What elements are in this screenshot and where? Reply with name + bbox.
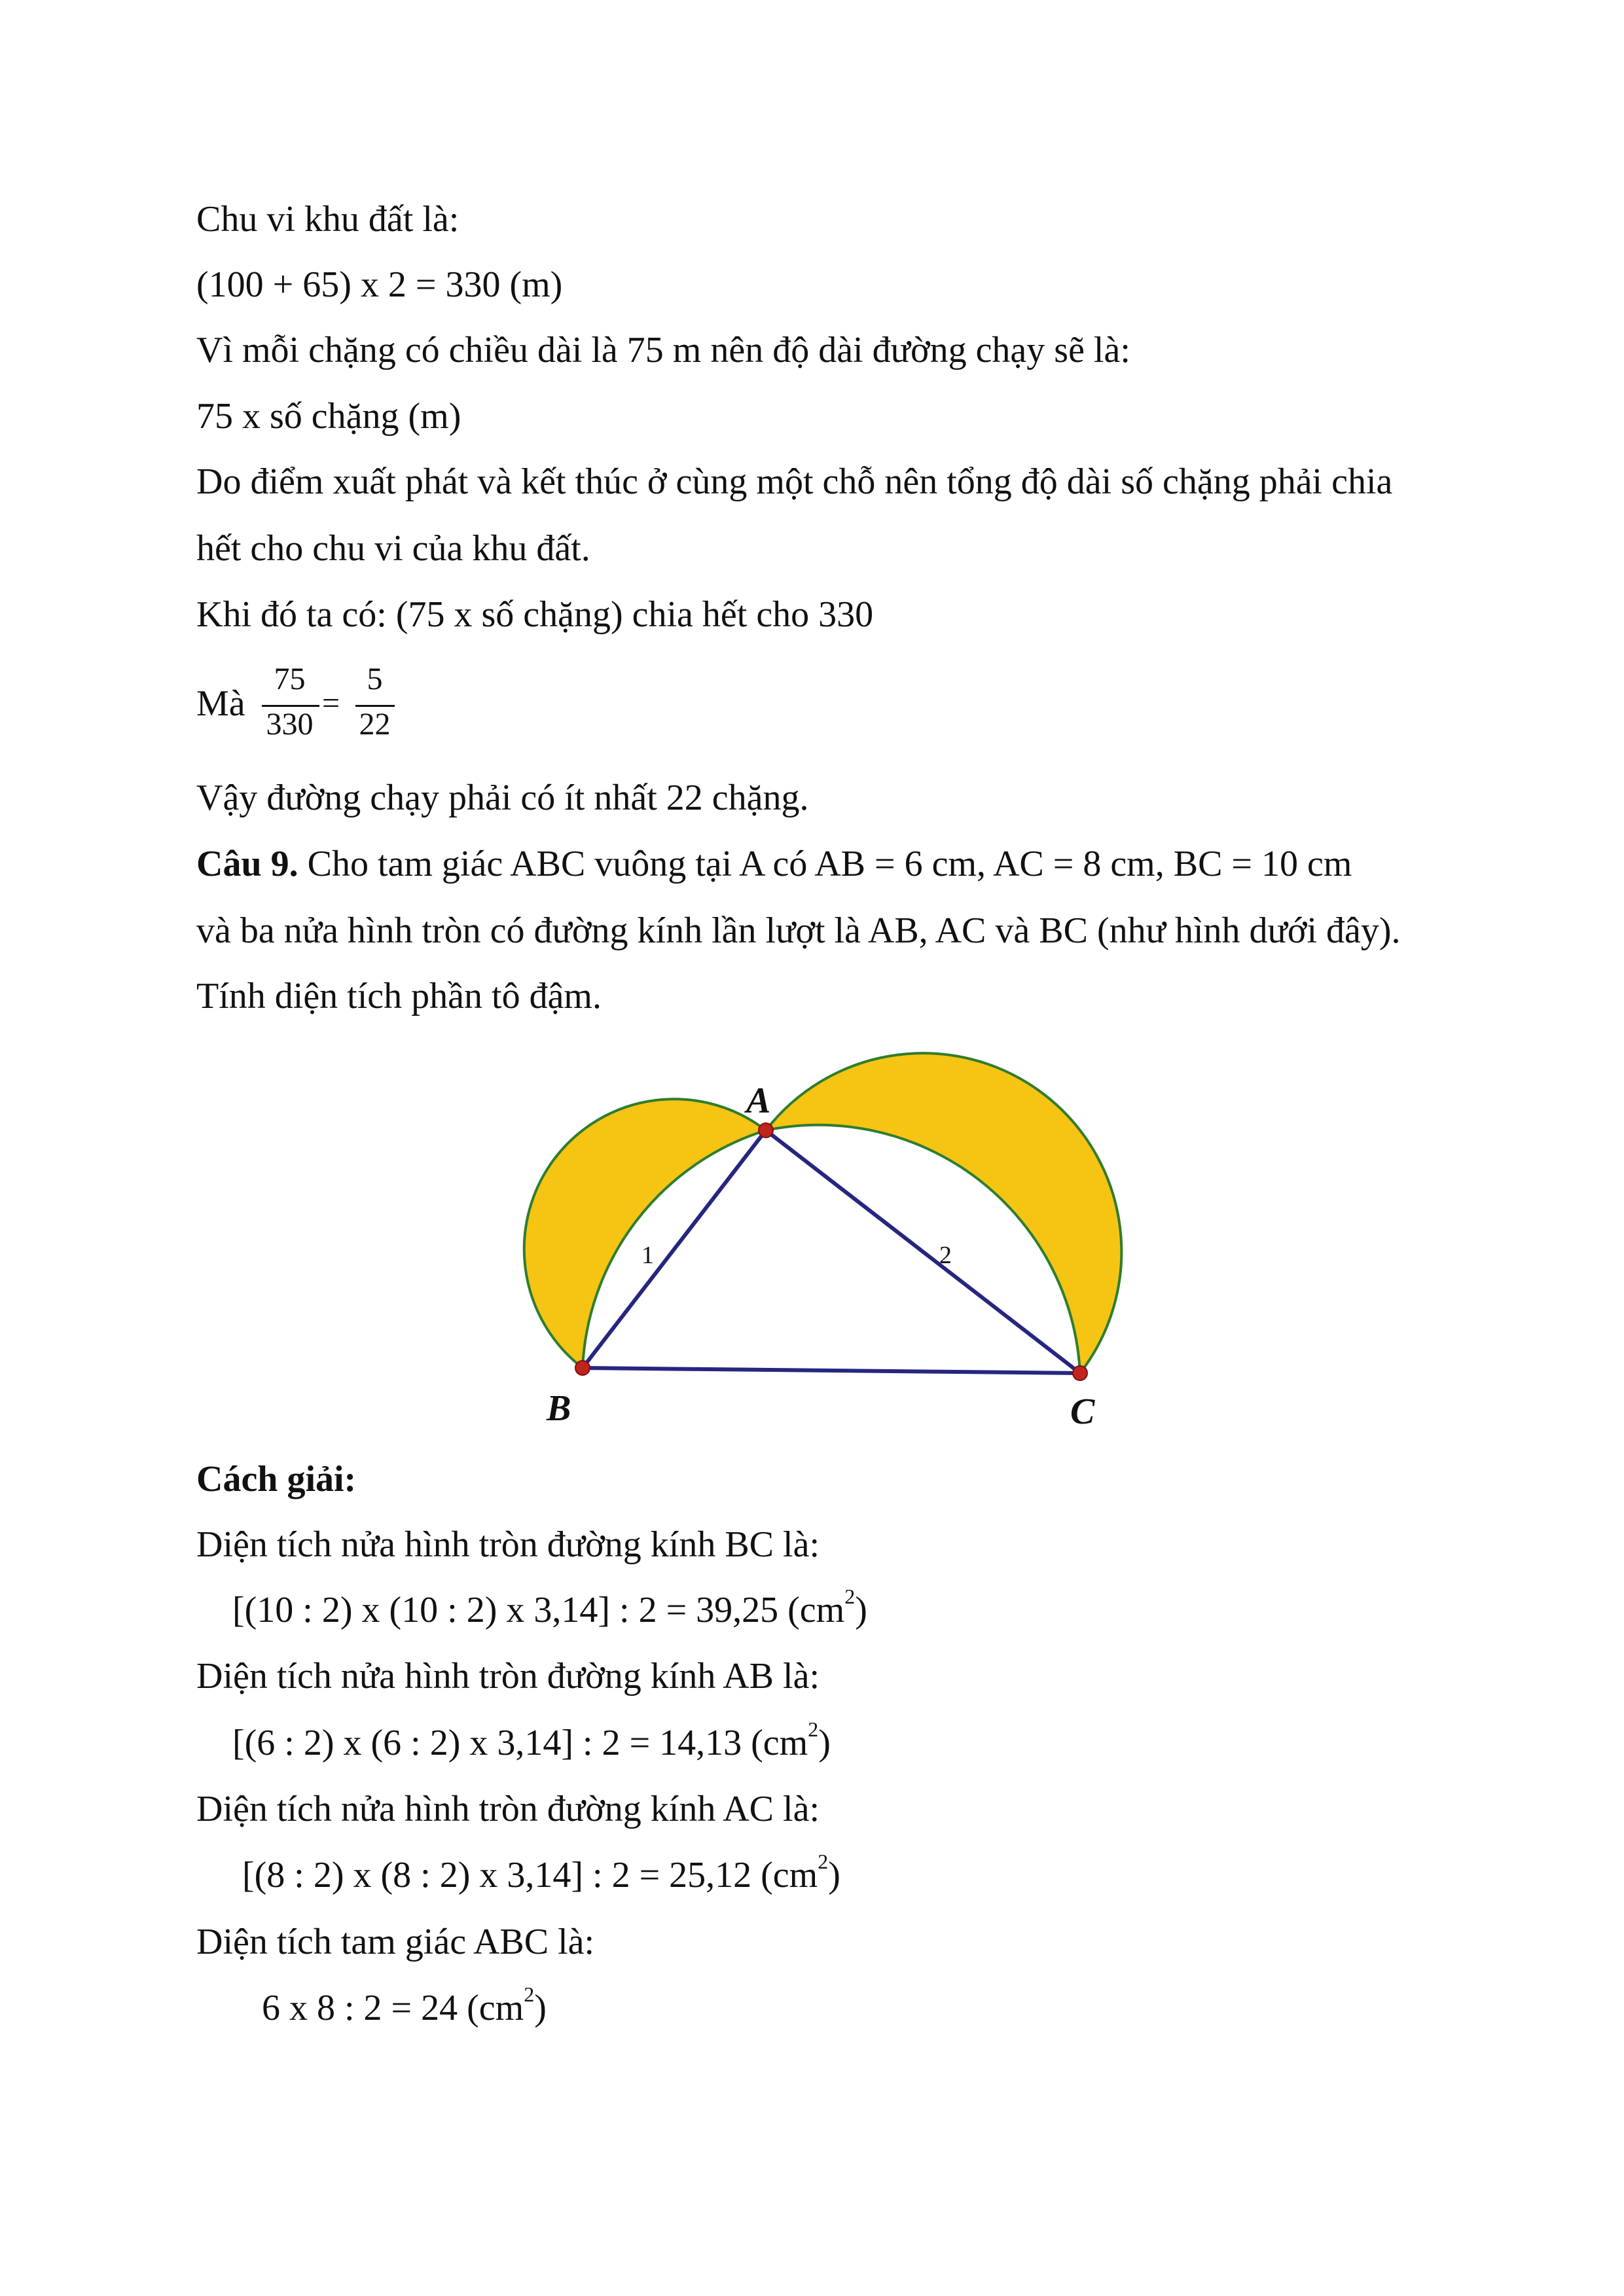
fraction-75-330 — [259, 661, 321, 742]
fraction-bar — [355, 705, 395, 707]
label-b: B — [547, 1388, 571, 1429]
side-bc — [583, 1368, 1080, 1373]
point-b — [575, 1361, 590, 1375]
fraction-bar — [262, 705, 319, 707]
calc-line: [(10 : 2) x (10 : 2) x 3,14] : 2 = 39,25 $(cm^2)$ — [232, 1585, 867, 1630]
question-line: Tính diện tích phần tô đậm. — [196, 976, 602, 1016]
triangle-semicircles-figure — [517, 1047, 1146, 1453]
text-line: hết cho chu vi của khu đất. — [196, 528, 590, 569]
text-line: Do điểm xuất phát và kết thúc ở cùng một chỗ nên tổng độ dài số chặng phải chia — [196, 461, 1393, 502]
question-label: Câu 9. — [196, 844, 298, 884]
shaded-region-ac — [766, 1053, 1121, 1373]
text-line: Chu vi khu đất là: — [196, 199, 460, 240]
label-side-1: 1 — [641, 1242, 654, 1269]
text-line: Vậy đường chạy phải có ít nhất 22 chặng. — [196, 778, 809, 818]
point-a — [759, 1123, 773, 1138]
calc-line: [(8 : 2) x (8 : 2) x 3,14] : 2 = 25,12 $(cm^2)$ — [242, 1850, 840, 1895]
point-c — [1073, 1366, 1087, 1380]
numerator: 5 — [367, 662, 383, 696]
solution-heading: Cách giải: — [196, 1459, 357, 1499]
denominator: 330 — [266, 707, 314, 742]
text-line: Diện tích nửa hình tròn đường kính BC là: — [196, 1524, 820, 1565]
text-line: Diện tích nửa hình tròn đường kính AC là: — [196, 1789, 820, 1829]
question-line: và ba nửa hình tròn có đường kính lần lượt là AB, AC và BC (như hình dưới đây). — [196, 910, 1401, 951]
denominator: 22 — [359, 707, 391, 742]
question-text: Cho tam giác ABC vuông tại A có AB = 6 cm, AC = 8 cm, BC = 10 cm — [298, 844, 1352, 884]
numerator: 75 — [274, 662, 306, 696]
fraction-5-22 — [353, 661, 396, 742]
calc-line: 6 x 8 : 2 = 24 $(cm^2)$ — [262, 1982, 547, 2028]
calc-line: [(6 : 2) x (6 : 2) x 3,14] : 2 = 14,13 $(cm^2)$ — [232, 1717, 831, 1763]
text-line: Khi đó ta có: (75 x số chặng) chia hết cho 330 — [196, 594, 874, 635]
text-line: (100 + 65) x 2 = 330 (m) — [196, 264, 563, 305]
label-c: C — [1070, 1391, 1095, 1432]
label-side-2: 2 — [939, 1242, 952, 1269]
text-line: Vì mỗi chặng có chiều dài là 75 m nên độ dài đường chạy sẽ là: — [196, 330, 1130, 370]
text-line: Diện tích tam giác ABC là: — [196, 1922, 595, 1962]
shaded-region-ab — [524, 1099, 766, 1368]
label-a: A — [746, 1081, 771, 1121]
text-line: 75 x số chặng (m) — [196, 396, 461, 437]
question-line — [196, 841, 1352, 887]
fraction-prefix: Mà — [196, 683, 245, 724]
equals-sign: = — [322, 686, 340, 721]
text-line: Diện tích nửa hình tròn đường kính AB là: — [196, 1656, 820, 1696]
